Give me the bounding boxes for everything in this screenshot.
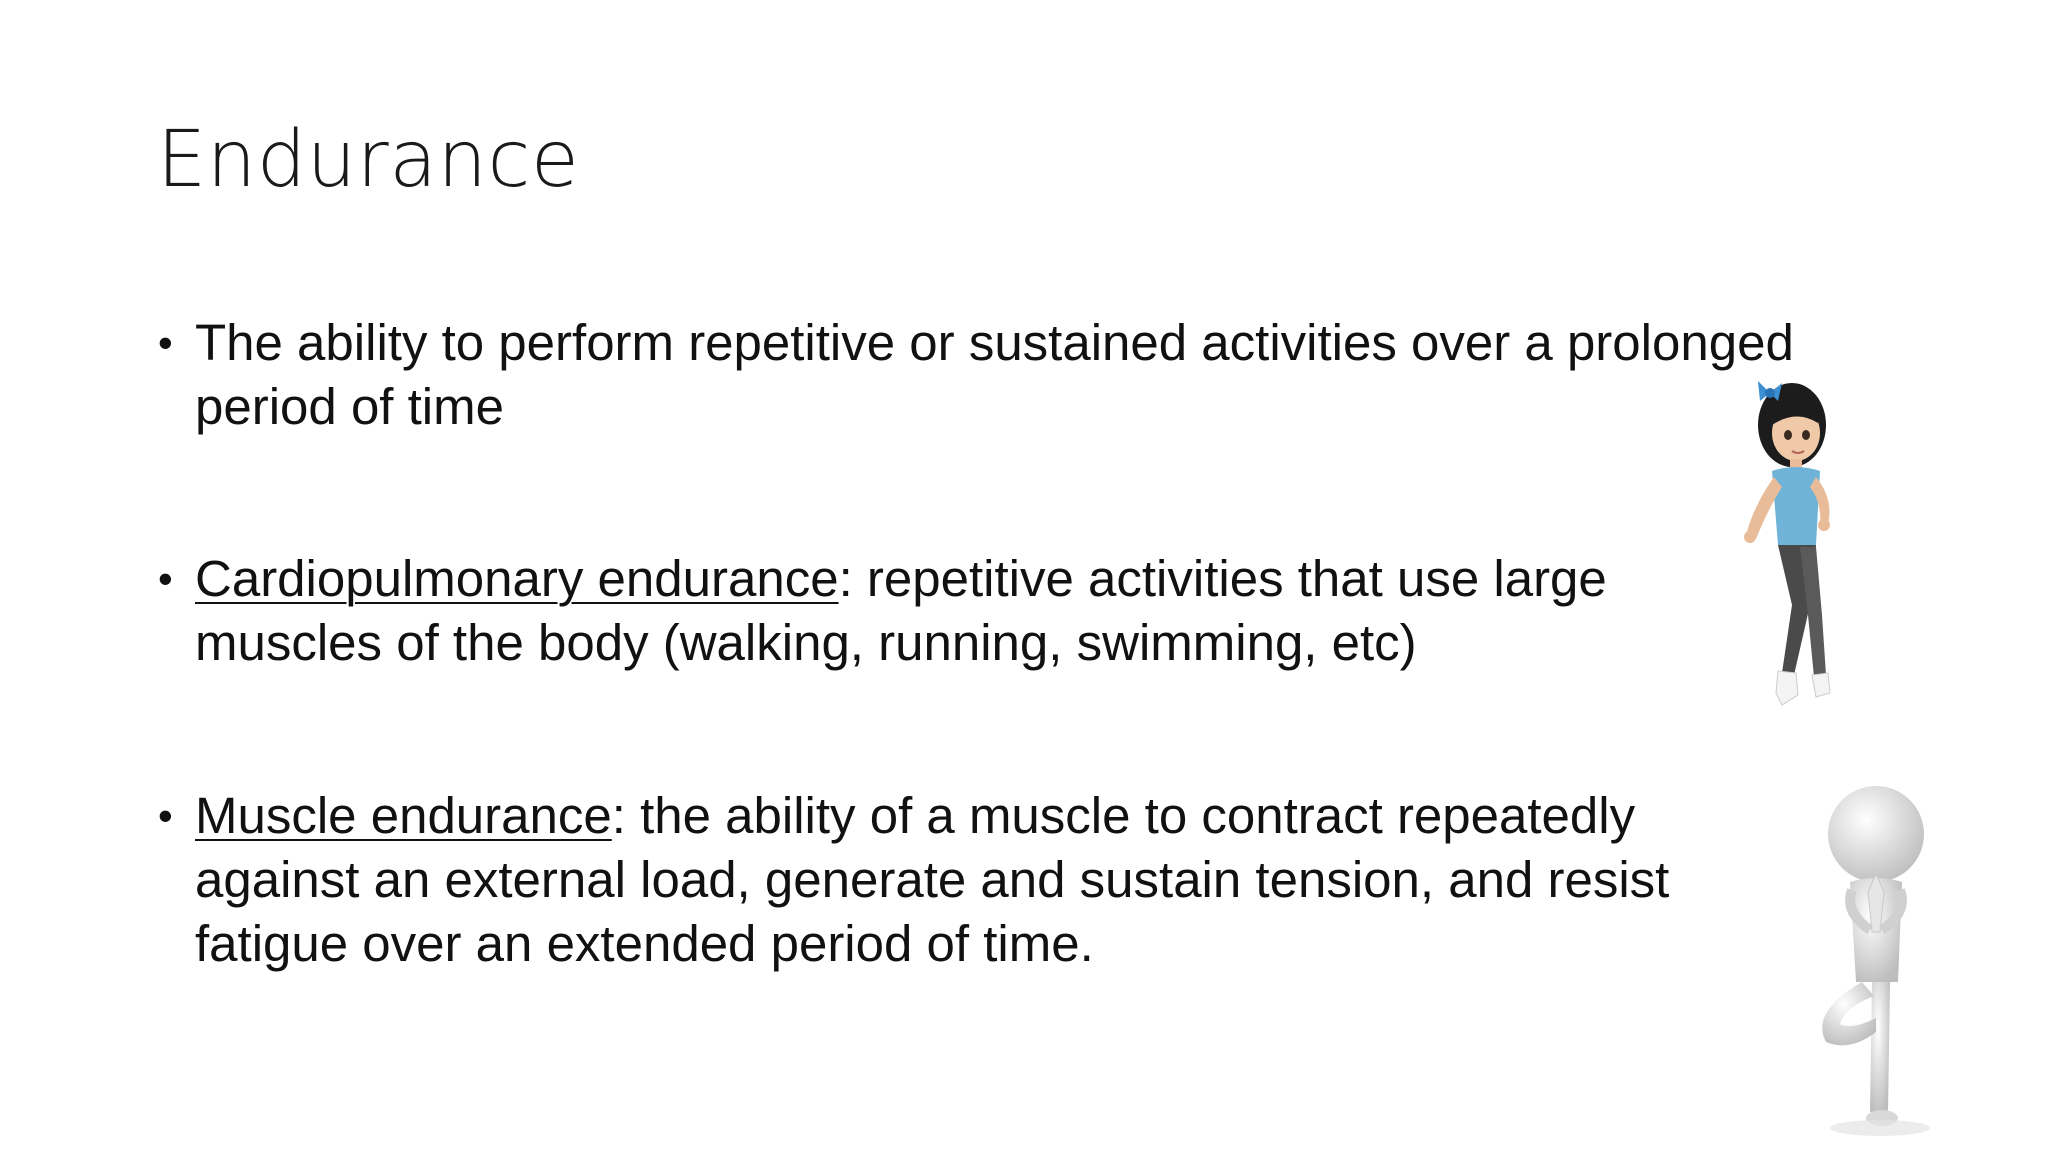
bullet-dot: •: [158, 792, 173, 839]
bullet-dot: •: [158, 319, 173, 366]
bullet-term: Cardiopulmonary endurance: [195, 550, 839, 607]
running-girl-figure: [1730, 375, 1850, 755]
bullet-text: The ability to perform repetitive or sustained activities over a prolonged period of time: [195, 314, 1794, 435]
yoga-figure: [1790, 782, 1950, 1142]
bullet-term: Muscle endurance: [195, 787, 612, 844]
slide-title: Endurance: [157, 115, 580, 205]
bullet-text: : the ability of a muscle to contract repeatedly against an external load, generate and sustain tension, and resist fatigue over an extended period of time.: [195, 787, 1670, 972]
bullet-text: : repetitive activities that use large muscles of the body (walking, running, swimming, etc): [195, 550, 1607, 671]
bullet-item-2: [158, 547, 1795, 675]
bullet-item-3: [158, 784, 1795, 976]
bullet-item-1: [158, 311, 1795, 439]
bullet-dot: •: [158, 555, 173, 602]
